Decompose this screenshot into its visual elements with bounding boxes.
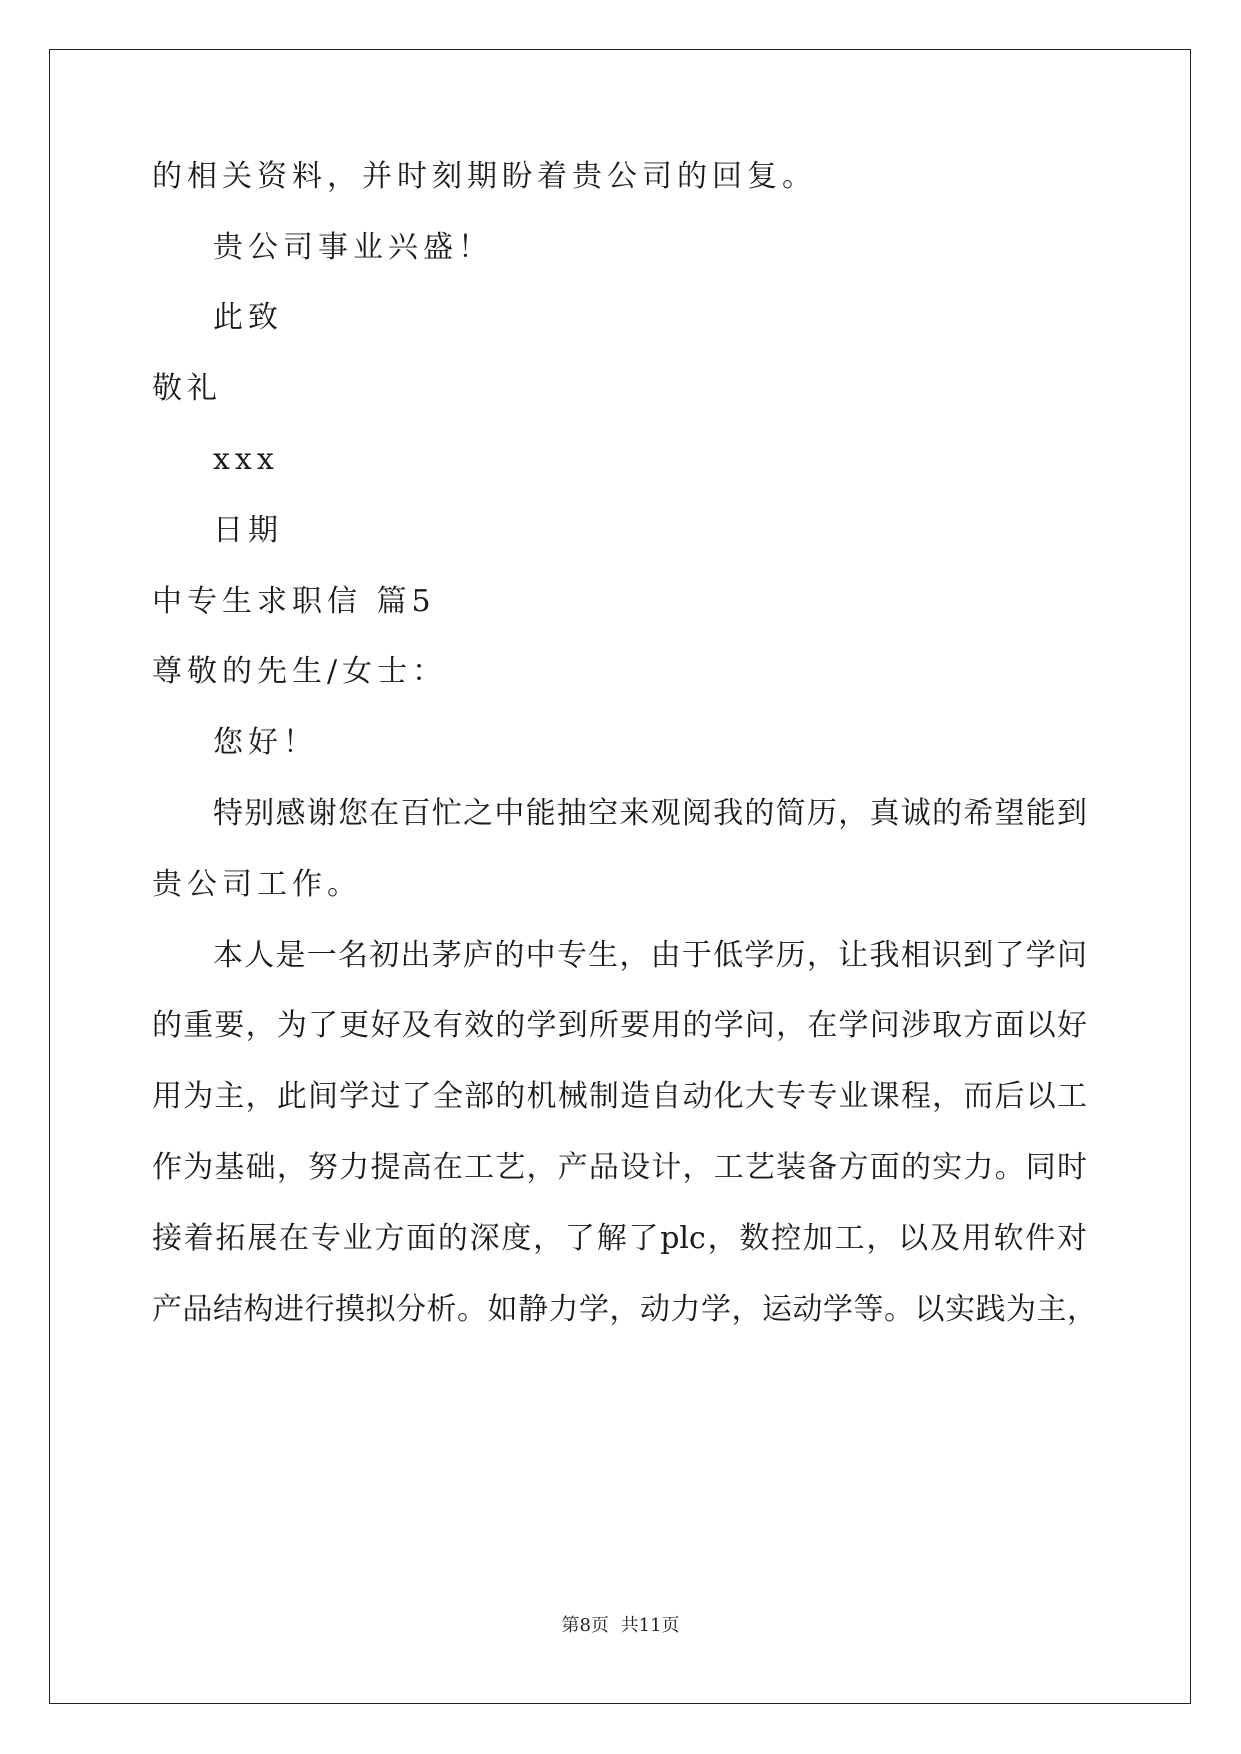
body-text-line: 接着拓展在专业方面的深度，了解了plc，数控加工，以及用软件对 [152, 1221, 1087, 1256]
page-number: 第8页 [561, 1615, 609, 1636]
greeting-hello: 您好！ [213, 725, 318, 760]
body-text-line: 产品结构进行摸拟分析。如静力学，动力学，运动学等。以实践为主， [152, 1292, 1097, 1327]
body-text-line: 本人是一名初出茅庐的中专生，由于低学历，让我相识到了学问 [213, 938, 1087, 973]
body-text-line: 的重要，为了更好及有效的学到所要用的学问，在学问涉取方面以好 [152, 1008, 1087, 1043]
signature-date: 日期 [213, 513, 283, 548]
closing-wish: 贵公司事业兴盛！ [213, 230, 493, 265]
salutation-closing: 此致 [213, 300, 283, 335]
signature-name: xxx [213, 442, 279, 477]
letter-greeting: 尊敬的先生/女士： [152, 654, 448, 689]
body-text-line: 用为主，此间学过了全部的机械制造自动化大专专业课程，而后以工 [152, 1079, 1087, 1114]
body-text-line: 特别感谢您在百忙之中能抽空来观阅我的简历，真诚的希望能到 [213, 796, 1087, 831]
page-total: 共11页 [620, 1615, 680, 1636]
body-text-line: 作为基础，努力提高在工艺，产品设计，工艺装备方面的实力。同时 [152, 1150, 1087, 1185]
page-footer [0, 1614, 1241, 1638]
salutation-regards: 敬礼 [152, 371, 222, 406]
body-text-line: 贵公司工作。 [152, 867, 362, 902]
body-text-line: 的相关资料，并时刻期盼着贵公司的回复。 [152, 159, 817, 194]
section-heading: 中专生求职信 篇5 [152, 584, 436, 619]
